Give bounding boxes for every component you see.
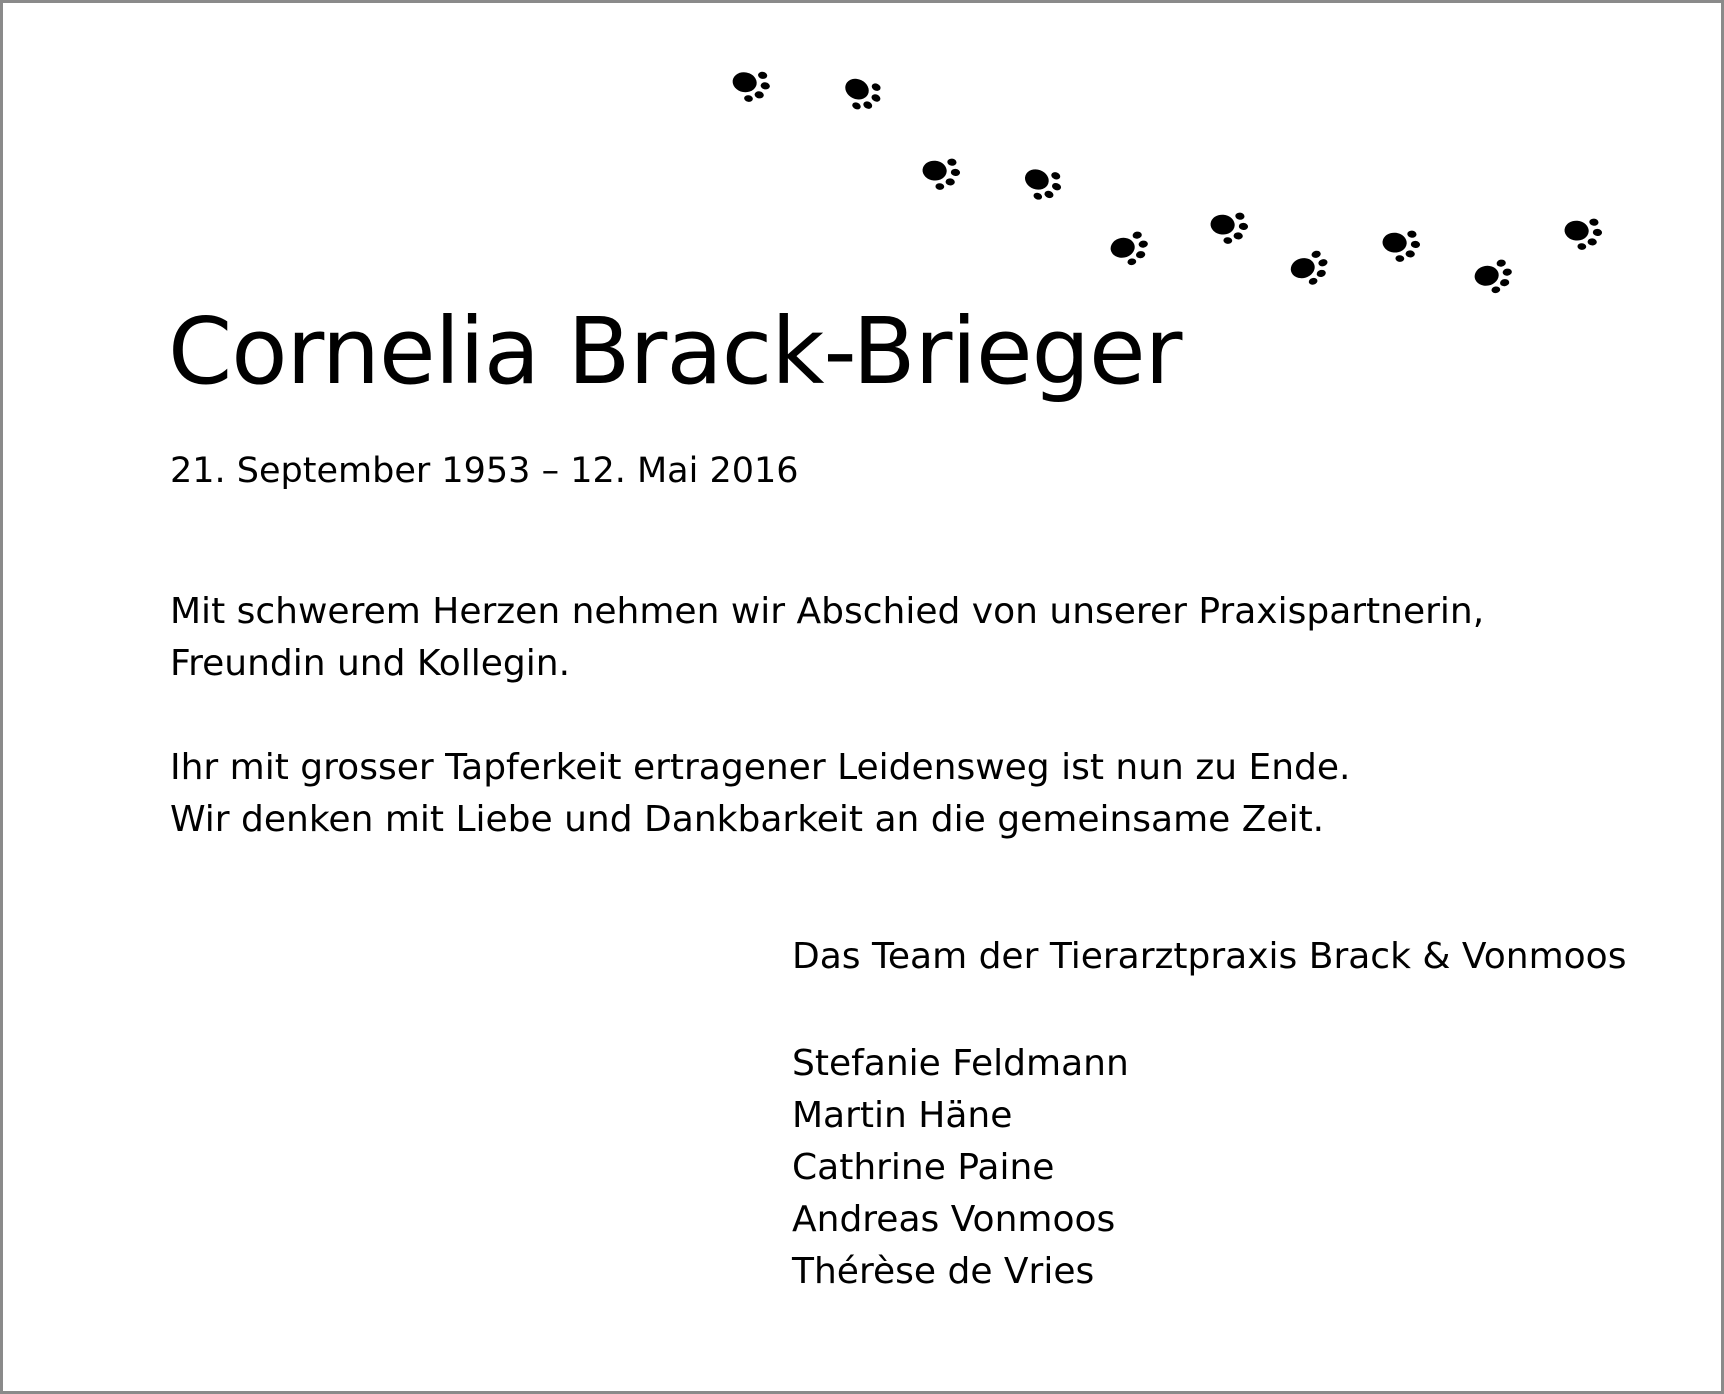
paw-icon <box>1288 249 1333 290</box>
team-member: Stefanie Feldmann <box>792 1043 1129 1084</box>
paw-prints-decoration <box>3 3 1724 323</box>
paw-icon <box>1108 230 1151 268</box>
team-member-list <box>792 1038 1129 1298</box>
remembrance-line-2: Wir denken mit Liebe und Dankbarkeit an die gemeinsame Zeit. <box>170 799 1325 840</box>
paw-icon <box>1209 210 1249 245</box>
paw-icon <box>1472 258 1515 296</box>
paw-icon <box>1381 228 1421 263</box>
team-member: Martin Häne <box>792 1095 1013 1136</box>
deceased-name: Cornelia Brack-Brieger <box>168 298 1182 405</box>
remembrance-paragraph <box>170 742 1590 846</box>
team-member: Thérèse de Vries <box>792 1251 1095 1292</box>
farewell-paragraph: Mit schwerem Herzen nehmen wir Abschied von unserer Praxispartnerin, Freundin und Kollegin. <box>170 591 1485 684</box>
team-member: Cathrine Paine <box>792 1147 1055 1188</box>
signature-team: Das Team der Tierarztpraxis Brack & Vonmoos <box>792 936 1627 977</box>
paw-icon <box>1563 216 1603 251</box>
life-dates: 21. September 1953 – 12. Mai 2016 <box>170 451 799 491</box>
paw-icon <box>730 67 773 105</box>
paw-icon <box>921 156 961 191</box>
remembrance-line-1: Ihr mit grosser Tapferkeit ertragener Leidensweg ist nun zu Ende. <box>170 747 1351 788</box>
paw-icon <box>1019 163 1065 206</box>
team-member: Andreas Vonmoos <box>792 1199 1116 1240</box>
paw-icon <box>838 72 886 117</box>
